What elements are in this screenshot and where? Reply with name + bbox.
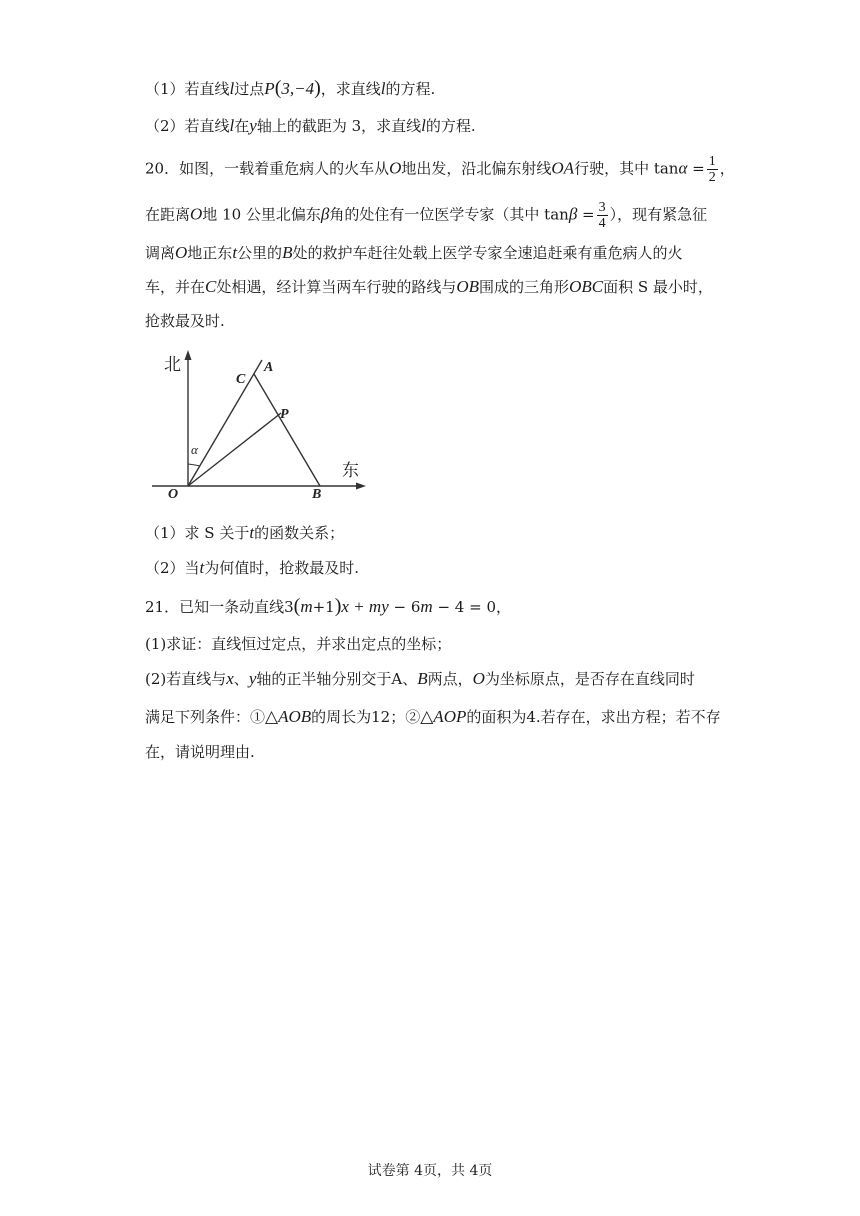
q21-part2-line2: 满足下列条件：①△AOB的周长为12；②△AOP的面积为4.若存在，求出方程；若不存 xyxy=(145,707,721,726)
q20-line4: 车，并在C处相遇，经计算当两车行驶的路线与OB围成的三角形OBC面积 S 最小时， xyxy=(145,277,713,296)
ray-OA xyxy=(188,360,262,486)
label-alpha: α xyxy=(191,442,198,457)
q21-part2-line1: (2)若直线与x、y轴的正半轴分别交于A、B两点，O为坐标原点，是否存在直线同时 xyxy=(145,669,695,688)
label-A: A xyxy=(264,360,274,375)
q20-line3: 调离O地正东t公里的B处的救护车赶往处载上医学专家全速追赶乘有重危病人的火 xyxy=(145,243,683,262)
q20-line1: 20．如图，一载着重危病人的火车从O地出发，沿北偏东射线OA行驶，其中 tanα = $\frac{1}{2}$ ， xyxy=(145,154,735,185)
page-footer: 试卷第 4页，共 4页 xyxy=(367,1163,493,1179)
alpha-angle-arc xyxy=(188,464,200,466)
tan-beta-fraction: $\frac{3}{4}$ xyxy=(598,200,606,231)
label-B: B xyxy=(312,487,322,502)
direction-diagram xyxy=(150,346,380,506)
label-C: C xyxy=(236,372,246,387)
east-label: 东 xyxy=(342,461,359,480)
segment-CB xyxy=(254,374,320,486)
q20-sub2: （2）当t为何值时，抢救最及时. xyxy=(145,558,360,577)
north-label: 北 xyxy=(164,355,181,374)
segment-OP xyxy=(188,413,281,486)
q19-part1: （1）若直线l过点P(3,−4)，求直线l的方程. xyxy=(145,77,436,99)
label-P: P xyxy=(280,407,289,422)
label-O: O xyxy=(168,487,179,502)
q19-part2: （2）若直线l在y轴上的截距为 3，求直线l的方程. xyxy=(145,116,476,135)
q20-line2: 在距离O地 10 公里北偏东β角的处住有一位医学专家（其中 tanβ = $\frac{3}{4}$ ），现有紧急征 xyxy=(145,200,708,231)
q21-part1: (1)求证：直线恒过定点，并求出定点的坐标； xyxy=(145,635,452,653)
q21-part2-line3: 在，请说明理由. xyxy=(145,743,255,761)
tan-alpha-fraction: $\frac{1}{2}$ xyxy=(708,154,716,185)
east-arrow-icon xyxy=(356,483,366,490)
q20-line5: 抢救最及时. xyxy=(145,312,225,330)
north-arrow-icon xyxy=(185,350,192,360)
q21-line1: 21．已知一条动直线3(m+1)x + my − 6m − 4 = 0， xyxy=(145,595,511,617)
q20-sub1: （1）求 S 关于t的函数关系； xyxy=(145,523,345,542)
